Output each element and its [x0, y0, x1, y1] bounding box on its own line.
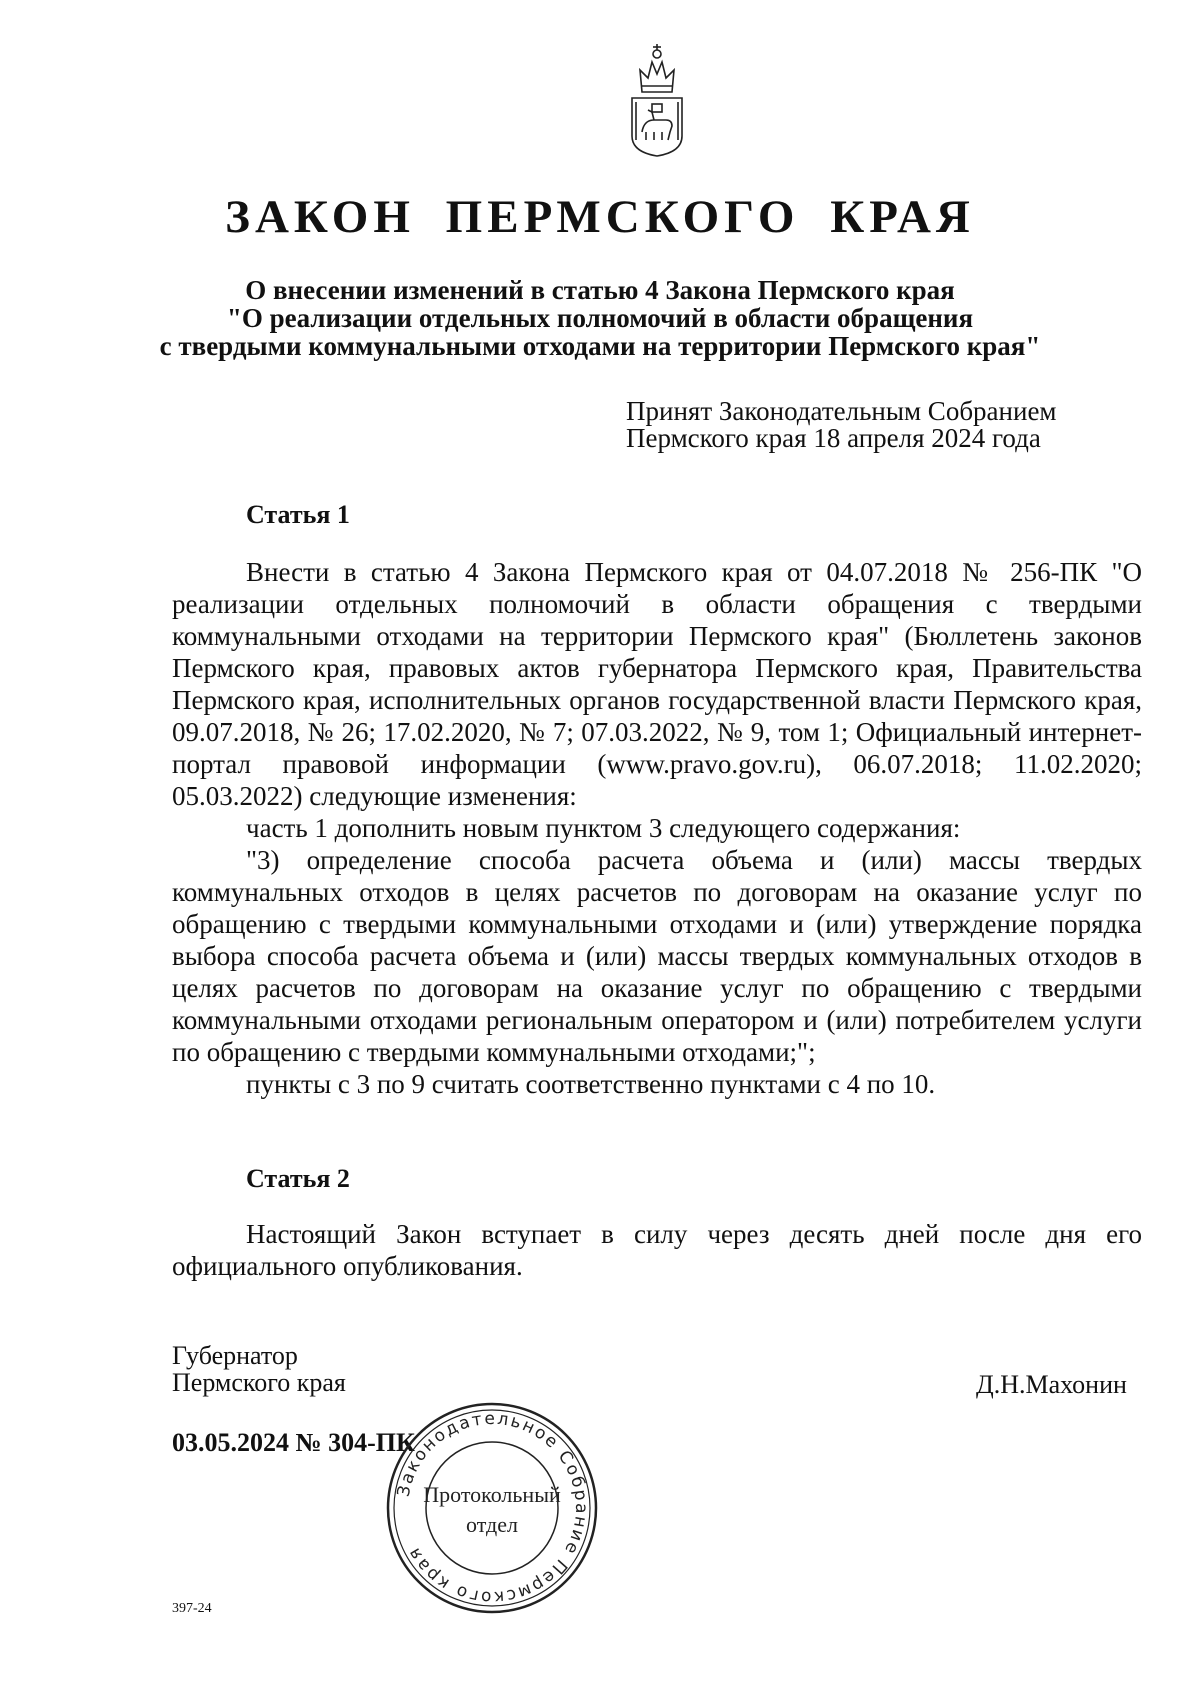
document-title: ЗАКОН ПЕРМСКОГО КРАЯ: [225, 191, 975, 243]
article-2-heading: Статья 2: [246, 1164, 350, 1193]
adoption-line: Принят Законодательным Собранием: [626, 396, 1057, 426]
paragraph: часть 1 дополнить новым пунктом 3 следующего содержания:: [246, 813, 961, 843]
subtitle-line: "О реализации отдельных полномочий в области обращения: [226, 303, 974, 333]
document-subtitle: [150, 276, 1050, 360]
article-2-body: [172, 1218, 1142, 1282]
subtitle-line: с твердыми коммунальными отходами на территории Пермского края": [159, 331, 1041, 361]
stamp-ring-text: Законодательное Собрание Пермского края: [393, 1408, 592, 1608]
position-line: Пермского края: [172, 1368, 346, 1397]
paragraph: Настоящий Закон вступает в силу через десять дней после дня его официального опубликования.: [172, 1219, 1142, 1281]
article-1-heading: Статья 1: [246, 500, 350, 529]
adoption-line: Пермского края 18 апреля 2024 года: [626, 423, 1041, 453]
stamp-center-line: отдел: [466, 1512, 518, 1537]
paragraph: "3) определение способа расчета объема и (или) массы твердых коммунальных отходов в целях расчетов по договорам на оказание услуг по обращению с твердыми коммунальными отходами и (или) утверждение порядка выбора способа расчета объема и (или) массы твердых коммунальных отходов в целях расчетов по договорам на оказание услуг по обращению с твердыми коммунальными отходами региональным оператором и (или) потребителем услуги по обращению с твердыми коммунальными отходами;";: [172, 845, 1142, 1067]
position-line: Губернатор: [172, 1341, 298, 1370]
signatory-name: Д.Н.Махонин: [976, 1370, 1127, 1399]
official-stamp: [384, 1400, 600, 1616]
article-1-body: [172, 556, 1142, 1100]
perm-krai-coat-of-arms-icon: [628, 40, 686, 158]
adoption-note: [626, 398, 1057, 452]
document-code: 397-24: [172, 1601, 212, 1616]
law-number: 03.05.2024 № 304-ПК: [172, 1428, 415, 1457]
paragraph: пункты с 3 по 9 считать соответственно пунктами с 4 по 10.: [246, 1069, 936, 1099]
paragraph: Внести в статью 4 Закона Пермского края от 04.07.2018 № 256-ПК "О реализации отдельных полномочий в области обращения с твердыми коммунальными отходами на территории Пермского края" (Бюллетень законов Пермского края, правовых актов губернатора Пермского края, Правительства Пермского края, исполнительных органов государственной власти Пермского края, 09.07.2018, № 26; 17.02.2020, № 7; 07.03.2022, № 9, том 1; Официальный интернет-портал правовой информации (www.pravo.gov.ru), 06.07.2018; 11.02.2020; 05.03.2022) следующие изменения:: [172, 557, 1142, 811]
signatory-position: [172, 1342, 346, 1396]
subtitle-line: О внесении изменений в статью 4 Закона Пермского края: [245, 275, 955, 305]
stamp-center-line: Протокольный: [423, 1482, 561, 1507]
